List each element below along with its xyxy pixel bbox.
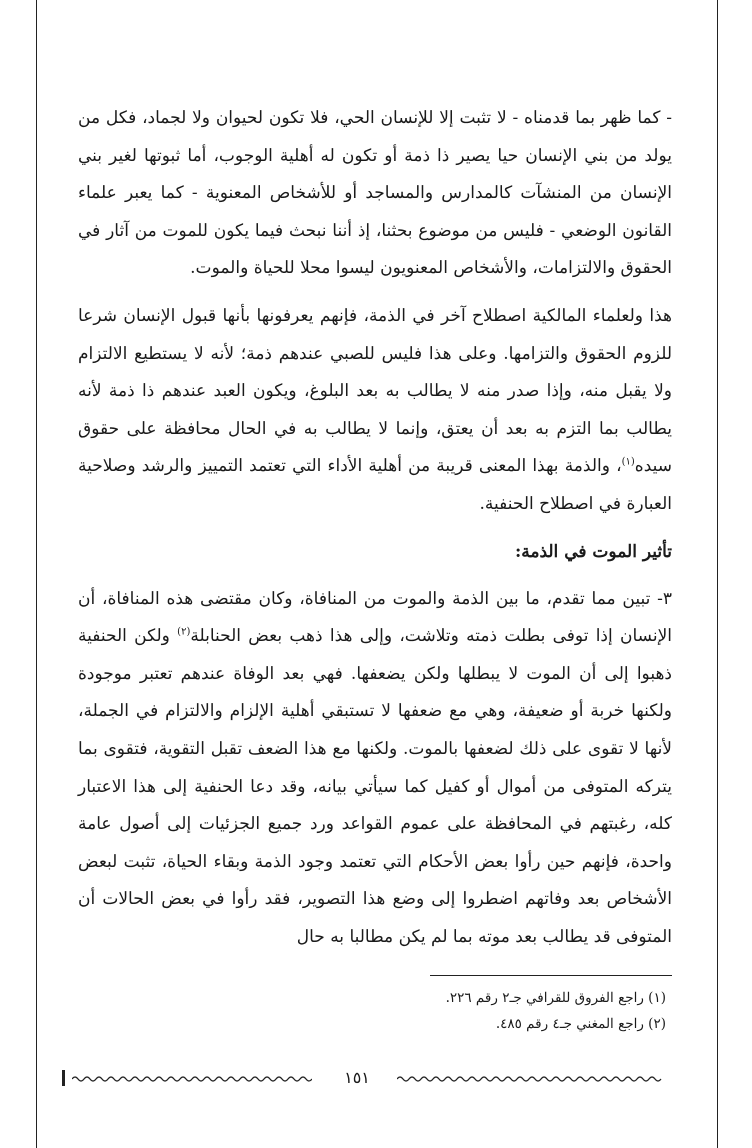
footer-ornament-right bbox=[397, 1074, 662, 1084]
footnote-ref-1[interactable]: (١) bbox=[621, 456, 635, 468]
paragraph-3 bbox=[78, 581, 672, 957]
footnote-separator bbox=[430, 975, 672, 976]
page-border-left bbox=[36, 0, 37, 1148]
footnote-2: (٢) راجع المغني جـ٤ رقم ٤٨٥. bbox=[495, 1016, 666, 1032]
page-number: ١٥١ bbox=[344, 1068, 370, 1087]
page-border-right bbox=[717, 0, 718, 1148]
paragraph-3-text-a: ٣- تبين مما تقدم، ما بين الذمة والموت من المنافاة، وكان مقتضى هذه المنافاة، أن الإنسان إذا توفى بطلت ذمته وتلاشت، وإلى هذا ذهب بعض الحنابلة bbox=[78, 588, 672, 647]
footer-ornament-left bbox=[72, 1074, 312, 1084]
footnotes bbox=[78, 985, 672, 1037]
footer-tick-mark bbox=[62, 1070, 65, 1086]
section-heading: تأثير الموت في الذمة: bbox=[514, 541, 672, 562]
main-text bbox=[78, 100, 672, 956]
footnote-1: (١) راجع الفروق للقرافي جـ٢ رقم ٢٢٦. bbox=[445, 990, 666, 1006]
paragraph-2-text-a: هذا ولعلماء المالكية اصطلاح آخر في الذمة، فإنهم يعرفونها بأنها قبول الإنسان شرعا للزوم الحقوق والتزامها. وعلى هذا فليس للصبي عندهم ذمة؛ لأنه لا يستطيع الالتزام ولا يقبل منه، وإذا صدر منه لا يطالب به بعد البلوغ، ويكون العبد عندهم ذا ذمة لأنه يطالب بما التزم به بعد أن يعتق، وإنما لا يطالب به في الحال محافظة على حقوق سيده bbox=[78, 305, 672, 477]
paragraph-3-text-b: ولكن الحنفية ذهبوا إلى أن الموت لا يبطلها ولكن يضعفها. فهي بعد الوفاة عندهم تعتبر موجودة ولكنها خربة أو ضعيفة، وهي مع ضعفها لا تستبقي أهلية الإلزام والالتزام في الجملة، لأنها لا تقوى على ذلك لضعفها بالموت. ولكنها مع هذا الضعف تقبل التقوية، فتقوى بما يتركه المتوفى من أموال أو كفيل كما سيأتي بيانه، وقد دعا الحنفية إلى هذا الاعتبار كله، رغبتهم في المحافظة على عموم القواعد ورد جميع الجزئيات إلى أصول عامة واحدة، فإنهم حين رأوا بعض الأحكام التي تعتمد وجود الذمة وبقاء الحياة، تثبت لبعض الأشخاص بعد وفاتهم اضطروا إلى وضع هذا التصوير، فقد رأوا في بعض الحالات أن المتوفى قد يطالب بعد موته بما لم يكن مطالبا به حال bbox=[78, 626, 672, 947]
page-footer bbox=[62, 1068, 672, 1090]
paragraph-2-text-b: ، والذمة بهذا المعنى قريبة من أهلية الأداء التي تعتمد التمييز والرشد وصلاحية العبارة في اصطلاح الحنفية. bbox=[78, 456, 672, 514]
footnote-ref-2[interactable]: (٢) bbox=[177, 626, 191, 638]
paragraph-2 bbox=[78, 298, 672, 524]
paragraph-1: - كما ظهر بما قدمناه - لا تثبت إلا للإنسان الحي، فلا تكون لحيوان ولا لجماد، فكل من يولد من بني الإنسان حيا يصير ذا ذمة أو تكون له أهلية الوجوب، أما ثبوتها لغير بني الإنسان من المنشآت كالمدارس والمساجد أو للأشخاص المعنوية - كما يعبر علماء القانون الوضعي - فليس من موضوع بحثنا، إذ أننا نبحث فيما يكون للموت من آثار في الحقوق والالتزامات، والأشخاص المعنويون ليسوا محلا للحياة والموت. bbox=[78, 108, 672, 279]
